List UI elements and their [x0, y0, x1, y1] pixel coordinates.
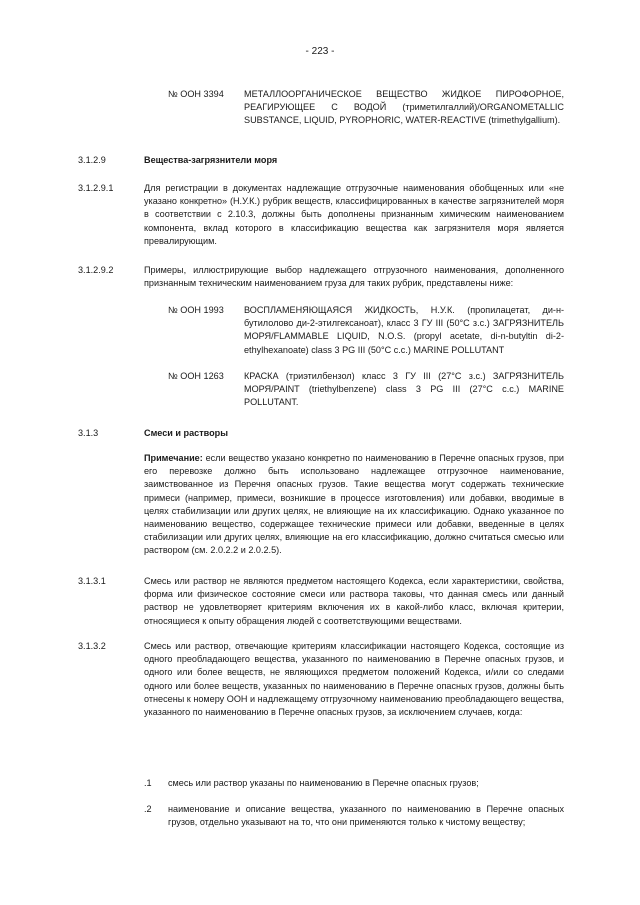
- note-label: Примечание:: [144, 453, 203, 463]
- list-item-text: смесь или раствор указаны по наименованию в Перечне опасных грузов;: [168, 778, 479, 788]
- list-item-number: .2: [144, 804, 152, 814]
- page-number: - 223 -: [305, 46, 335, 57]
- un-entry-description: КРАСКА (триэтилбензол) класс 3 ГУ III (27°C з.с.) ЗАГРЯЗНИТЕЛЬ МОРЯ/PAINT (triethylbenzene) class 3 PG III (27°C c.c.) MARINE POLLUTANT.: [244, 371, 564, 408]
- section-3-1-3: [78, 427, 564, 440]
- section-3-1-2-9-2: [78, 264, 564, 290]
- un-number: № ООН 1993: [168, 305, 224, 315]
- un-entry-1993: [168, 304, 564, 357]
- section-3-1-3-1: [78, 575, 564, 628]
- list-item-text: наименование и описание вещества, указанного по наименованию в Перечне опасных грузов, отдельно указывают на то, что они применяются только к чистому веществу;: [168, 804, 564, 828]
- section-3-1-2-9: [78, 154, 564, 167]
- un-entry-description: МЕТАЛЛООРГАНИЧЕСКОЕ ВЕЩЕСТВО ЖИДКОЕ ПИРОФОРНОЕ, РЕАГИРУЮЩЕЕ С ВОДОЙ (триметилгаллий)/ORGANOMETALLIC SUBSTANCE, LIQUID, PYROPHORIC, WATER-REACTIVE (trimethylgallium).: [244, 89, 564, 126]
- un-entry-1263: [168, 370, 564, 410]
- section-text: Смесь или раствор не являются предметом настоящего Кодекса, если характеристики, свойства, форма или физическое состояние смеси или раствора таковы, что данная смесь или данный раствор не удовлетворяет критериям включения их в какой-либо класс, включая критерии, относящиеся к опыту обращения людей с соответствующими веществами.: [144, 576, 564, 626]
- list-item-2: [144, 803, 564, 829]
- section-number: 3.1.2.9.1: [78, 183, 114, 193]
- section-number: 3.1.2.9.2: [78, 265, 114, 275]
- section-number: 3.1.3: [78, 428, 99, 438]
- un-number: № ООН 1263: [168, 371, 224, 381]
- section-number: 3.1.3.1: [78, 576, 106, 586]
- section-3-1-3-2: [78, 640, 564, 719]
- section-3-1-2-9-1: [78, 182, 564, 248]
- list-item-1: [144, 777, 564, 790]
- un-entry-description: ВОСПЛАМЕНЯЮЩАЯСЯ ЖИДКОСТЬ, Н.У.К. (пропилацетат, ди-н-бутилолово ди-2-этилгексаноат), класс 3 ГУ III (50°C з.с.) ЗАГРЯЗНИТЕЛЬ МОРЯ/FLAMMABLE LIQUID, N.O.S. (propyl acetate, di-n-butyltin di-2-ethylhexanoate) class 3 PG III (50°C c.c.) MARINE POLLUTANT: [244, 305, 564, 355]
- section-heading: Вещества-загрязнители моря: [144, 155, 278, 165]
- section-number: 3.1.3.2: [78, 641, 106, 651]
- un-entry-3394: [168, 88, 564, 128]
- section-number: 3.1.2.9: [78, 155, 106, 165]
- section-heading: Смеси и растворы: [144, 428, 228, 438]
- section-text: Смесь или раствор, отвечающие критериям классификации настоящего Кодекса, состоящие из одного преобладающего вещества, указанного по наименованию в Перечне опасных грузов, и одного или более веществ, не являющихся предметом положений Кодекса, и/или со следами одного или более веществ, указанных по наименованию в Перечне опасных грузов, должны быть отнесены к номеру ООН и надлежащему отгрузочному наименованию преобладающего вещества, указанного по наименованию в Перечне опасных грузов, за исключением случаев, когда:: [144, 641, 564, 718]
- section-text: Для регистрации в документах надлежащие отгрузочные наименования обобщенных или «не указано конкретно» (Н.У.К.) рубрик веществ, классифицированных в качестве загрязнителей моря в соответствии с 2.10.3, должны быть дополнены признанным химическим наименованием компонента, вклад которого в классификацию вещества как загрязнителя моря является превалирующим.: [144, 183, 564, 246]
- note-text: [144, 452, 564, 558]
- list-item-number: .1: [144, 778, 152, 788]
- un-number: № ООН 3394: [168, 89, 224, 99]
- note-paragraph: [78, 452, 564, 558]
- section-text: Примеры, иллюстрирующие выбор надлежащего отгрузочного наименования, дополненного признанным техническим наименованием груза для таких рубрик, представлены ниже:: [144, 265, 564, 289]
- note-body: если вещество указано конкретно по наименованию в Перечне опасных грузов, при его перевозке должно быть использовано надлежащее отгрузочное наименование, заимствованное из Перечня опасных грузов. Такие вещества могут содержать технические примеси (например, примеси, возникшие в процессе изготовления) или добавки, вводимые в целях стабилизации или других целях, не влияющие на их классификацию. Однако указанное по наименованию вещество, содержащее технические примеси или добавки, введенные в целях стабилизации или других целях, влияющие на его классификацию, должно считаться смесью или раствором (см. 2.0.2.2 и 2.0.2.5).: [144, 453, 564, 556]
